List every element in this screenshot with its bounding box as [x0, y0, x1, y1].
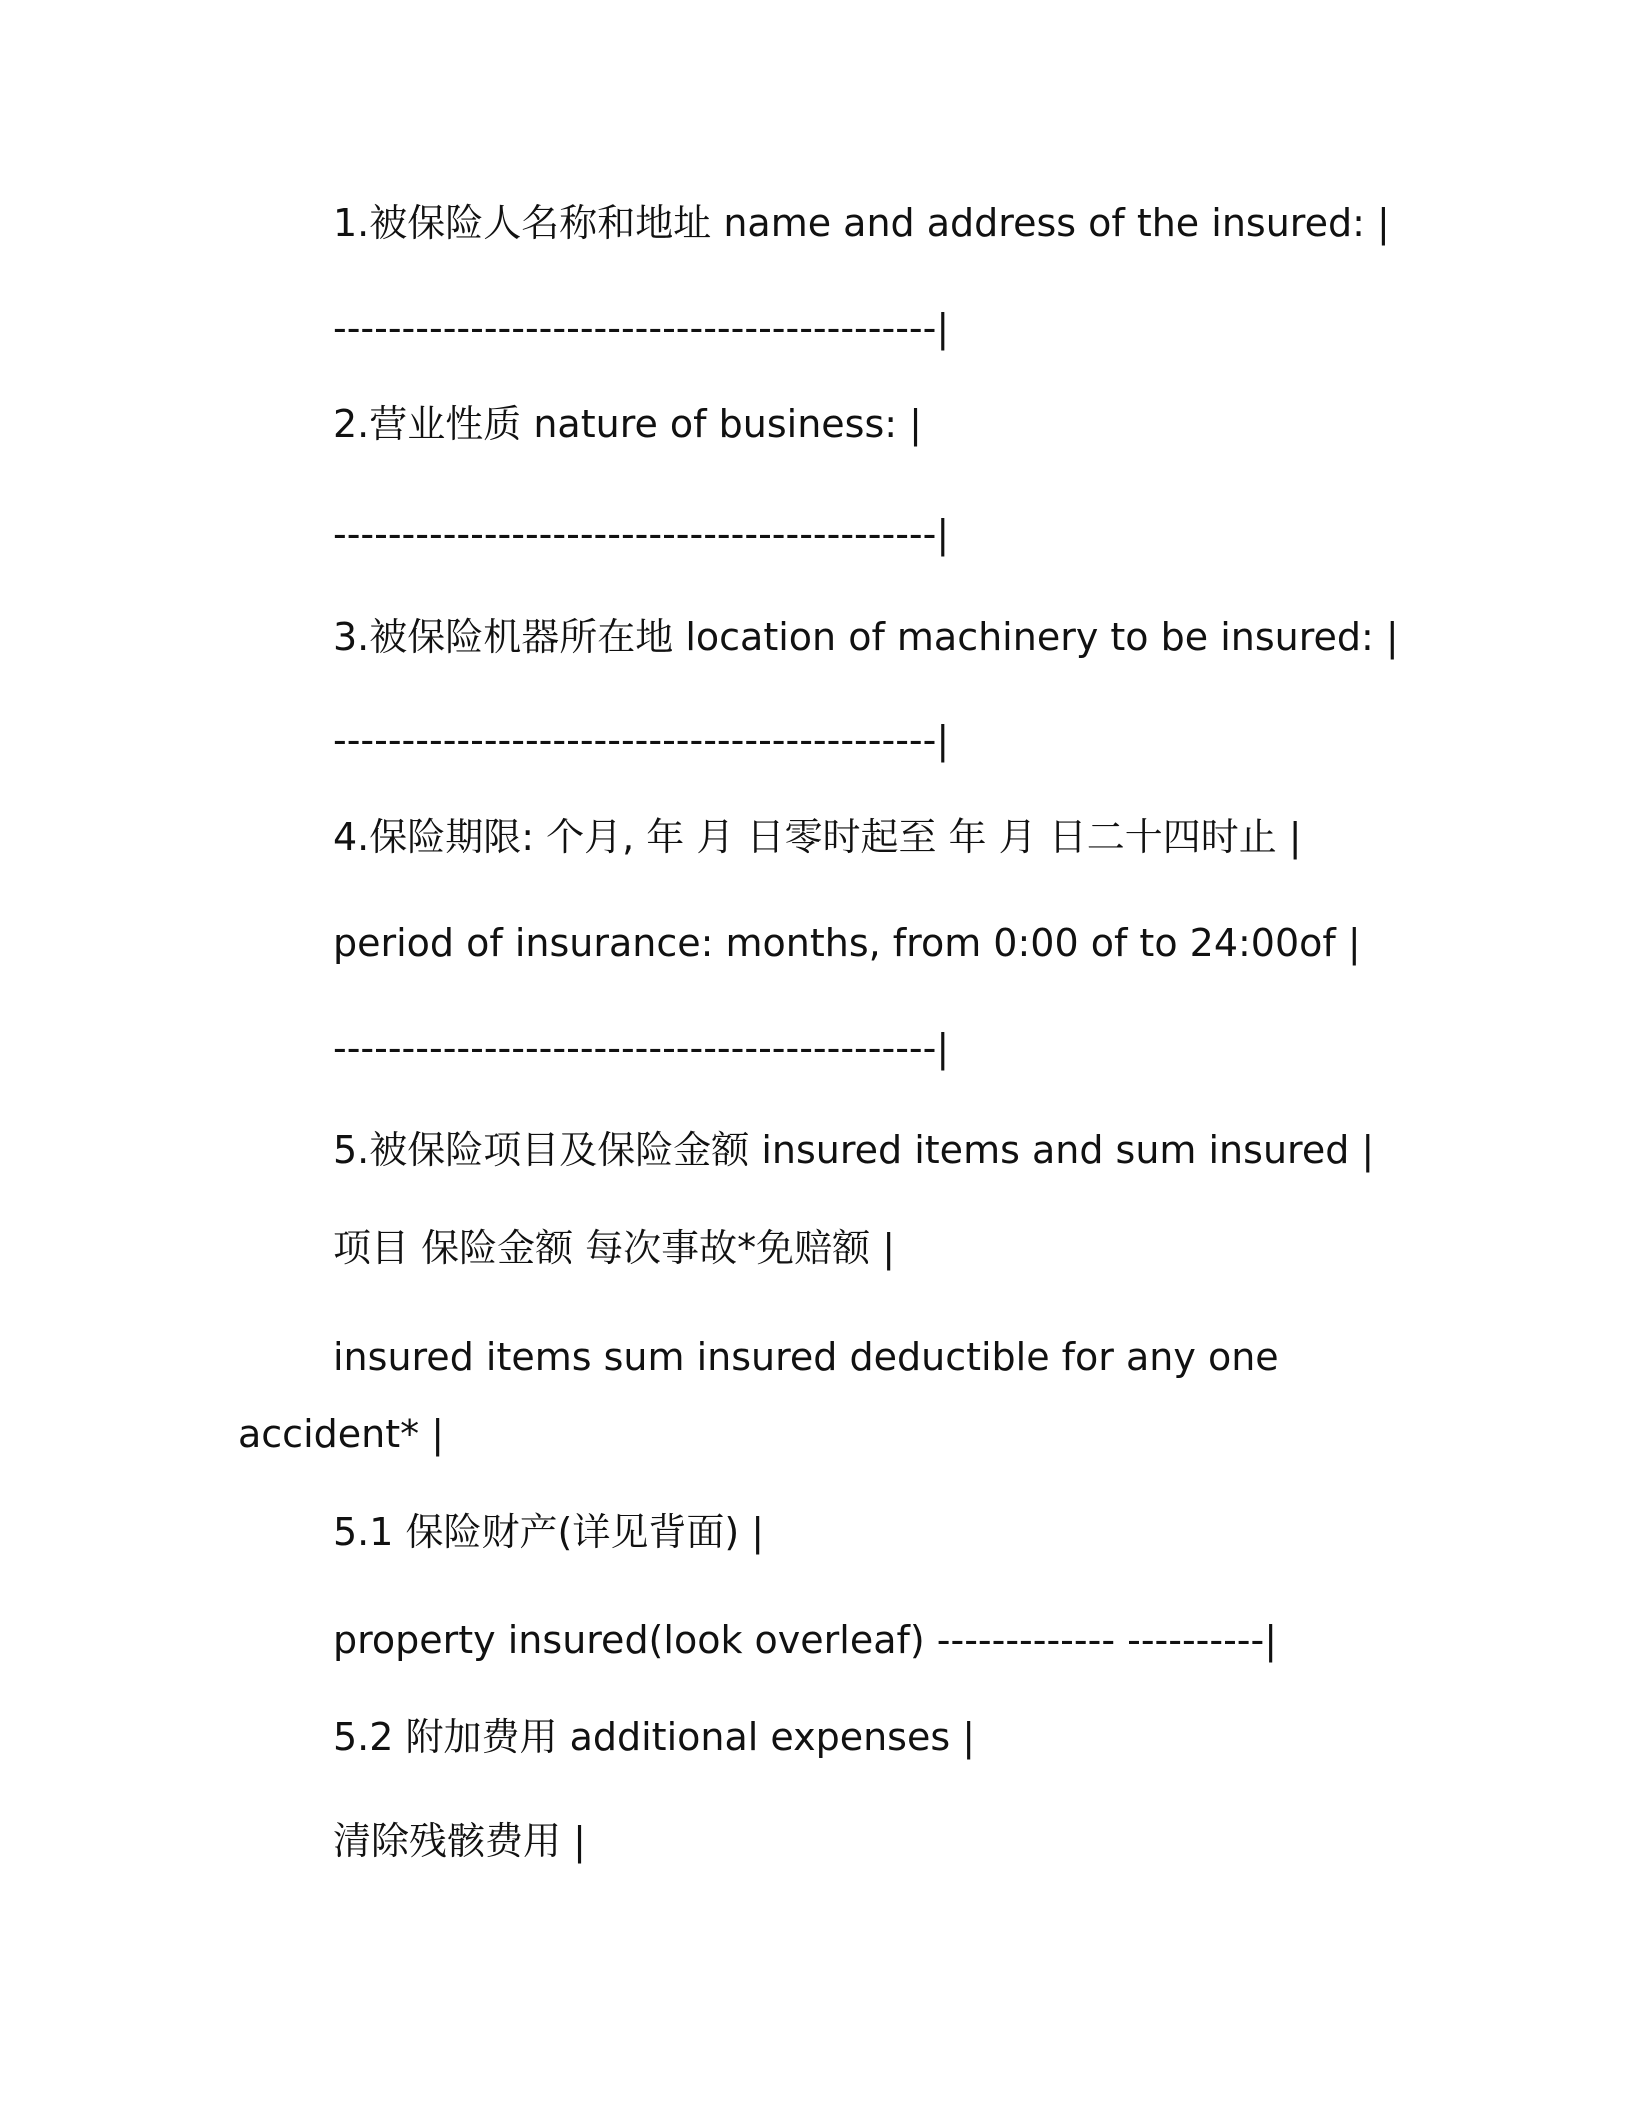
- item-4-period-cn: 4.保险期限: 个月, 年 月 日零时起至 年 月 日二十四时止 |: [333, 815, 1302, 859]
- item-2-nature-of-business: 2.营业性质 nature of business: |: [333, 402, 922, 446]
- separator-line: --------------------------------------------|: [333, 512, 950, 556]
- items-columns-en: insured items sum insured deductible for any one: [333, 1335, 1279, 1379]
- item-5-1-property-en: property insured(look overleaf) ------------- ----------|: [333, 1618, 1278, 1662]
- separator-line: --------------------------------------------|: [333, 1026, 950, 1070]
- item-5-insured-items-heading: 5.被保险项目及保险金额 insured items and sum insured |: [333, 1128, 1375, 1172]
- item-4-period-en: period of insurance: months, from 0:00 of to 24:00of |: [333, 921, 1361, 965]
- separator-line: --------------------------------------------|: [333, 718, 950, 762]
- item-3-machinery-location: 3.被保险机器所在地 location of machinery to be insured: |: [333, 615, 1399, 659]
- debris-removal-expenses: 清除残骸费用 |: [333, 1819, 586, 1863]
- item-1-insured-name-address: 1.被保险人名称和地址 name and address of the insured: |: [333, 201, 1390, 245]
- items-columns-en-continued: accident* |: [238, 1412, 444, 1456]
- separator-line: --------------------------------------------|: [333, 306, 950, 350]
- item-5-2-additional-expenses: 5.2 附加费用 additional expenses |: [333, 1715, 976, 1759]
- items-columns-cn: 项目 保险金额 每次事故*免赔额 |: [333, 1226, 896, 1270]
- item-5-1-property-cn: 5.1 保险财产(详见背面) |: [333, 1510, 765, 1554]
